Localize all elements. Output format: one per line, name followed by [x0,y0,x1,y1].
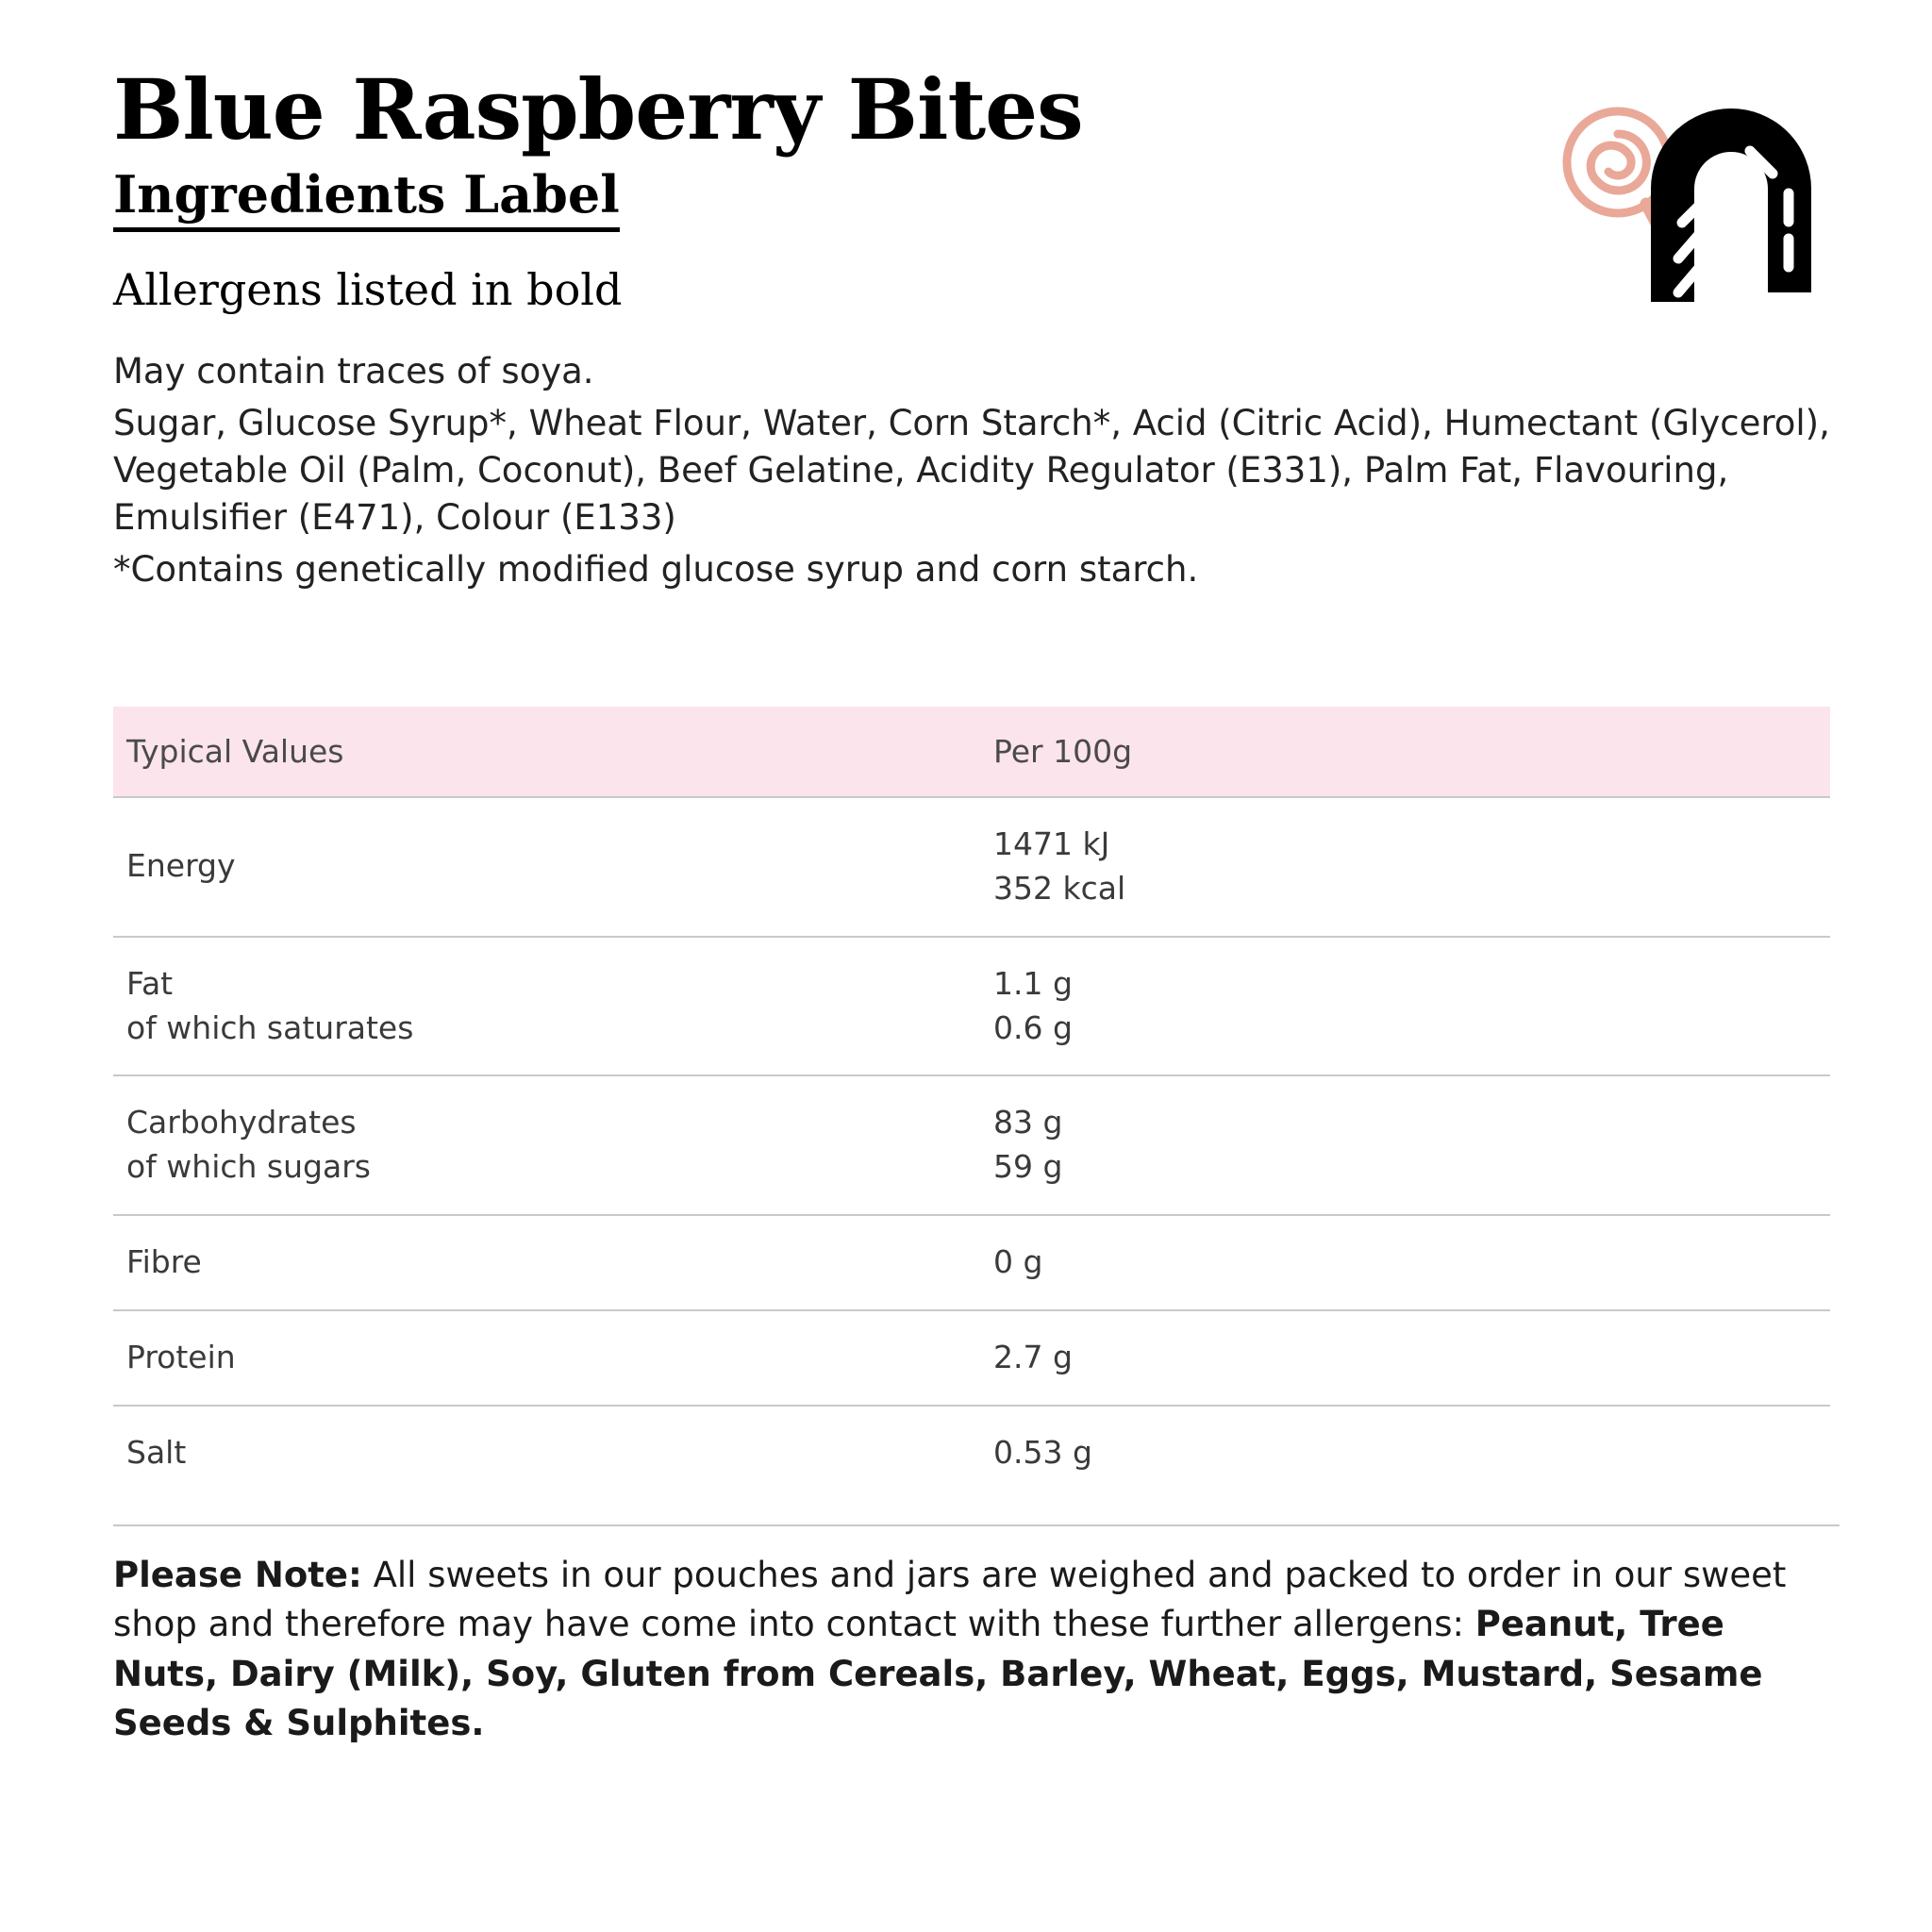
row-label-protein [113,1310,976,1406]
nutrient-subname: of which sugars [126,1148,371,1186]
row-value-salt [976,1406,1830,1500]
nutrition-table-body [113,797,1830,1500]
table-header-row [113,707,1830,797]
nutrient-subname: of which saturates [126,1008,414,1046]
column-header-per-100g: Per 100g [976,707,1830,797]
nutrient-value: 0.53 g [993,1433,1092,1471]
row-label-fibre [113,1215,976,1310]
row-label-carbohydrates [113,1075,976,1215]
row-value-carbohydrates [976,1075,1830,1215]
row-value-fat [976,937,1830,1076]
table-row [113,1215,1830,1310]
further-allergens-list: Peanut, Tree Nuts, Dairy (Milk), Soy, Gluten from Cereals, Barley, Wheat, Eggs, Mustard, Sesame Seeds & Sulphites. [113,1604,1763,1744]
nutrient-subvalue: 59 g [993,1148,1063,1186]
nutrient-value: 1.1 g [993,964,1073,1002]
nutrient-value: 2.7 g [993,1338,1073,1375]
nutrient-value: 0 g [993,1243,1043,1281]
ingredients-section [113,348,1842,593]
page-title: Blue Raspberry Bites [113,60,1083,158]
table-row [113,1075,1830,1215]
row-label-fat [113,937,976,1076]
candy-cane-icon [1673,130,1790,302]
please-note-section [113,1524,1840,1749]
allergen-notice: Allergens listed in bold [113,264,623,316]
candy-artwork [1531,57,1833,368]
nutrient-name: Fat [126,964,174,1002]
nutrition-table [113,707,1830,1500]
please-note-body: All sweets in our pouches and jars are weighed and packed to order in our sweet shop and therefore may have come into contact with these further allergens: [113,1554,1787,1645]
row-value-fibre [976,1215,1830,1310]
nutrient-value: 1471 kJ [993,824,1110,862]
nutrition-table-head [113,707,1830,797]
nutrient-name: Salt [126,1433,187,1471]
please-note-lead: Please Note: [113,1554,362,1595]
column-header-typical-values: Typical Values [113,707,976,797]
row-value-protein [976,1310,1830,1406]
ingredients-list-text: Sugar, Glucose Syrup*, Wheat Flour, Water, Corn Starch*, Acid (Citric Acid), Humectant (Glycerol), Vegetable Oil (Palm, Coconut), Beef Gelatine, Acidity Regulator (E331), Palm Fat, Flavouring, Emulsifier (E471), Colour (E133) [113,402,1830,539]
nutrient-subvalue: 352 kcal [993,869,1126,907]
nutrient-subvalue: 0.6 g [993,1008,1073,1046]
label-header [113,60,1842,316]
table-row [113,1406,1830,1500]
row-label-energy [113,797,976,937]
nutrient-value: 83 g [993,1104,1063,1141]
row-label-salt [113,1406,976,1500]
may-contain-text: May contain traces of soya. [113,351,594,392]
nutrient-name: Protein [126,1338,236,1375]
page-subtitle: Ingredients Label [113,164,620,232]
nutrient-name: Fibre [126,1243,202,1281]
table-row [113,937,1830,1076]
row-value-energy [976,797,1830,937]
table-row [113,797,1830,937]
table-row [113,1310,1830,1406]
ingredients-footnote: *Contains genetically modified glucose syrup and corn starch. [113,548,1199,590]
nutrient-name: Carbohydrates [126,1104,357,1141]
nutrient-name: Energy [126,847,236,885]
